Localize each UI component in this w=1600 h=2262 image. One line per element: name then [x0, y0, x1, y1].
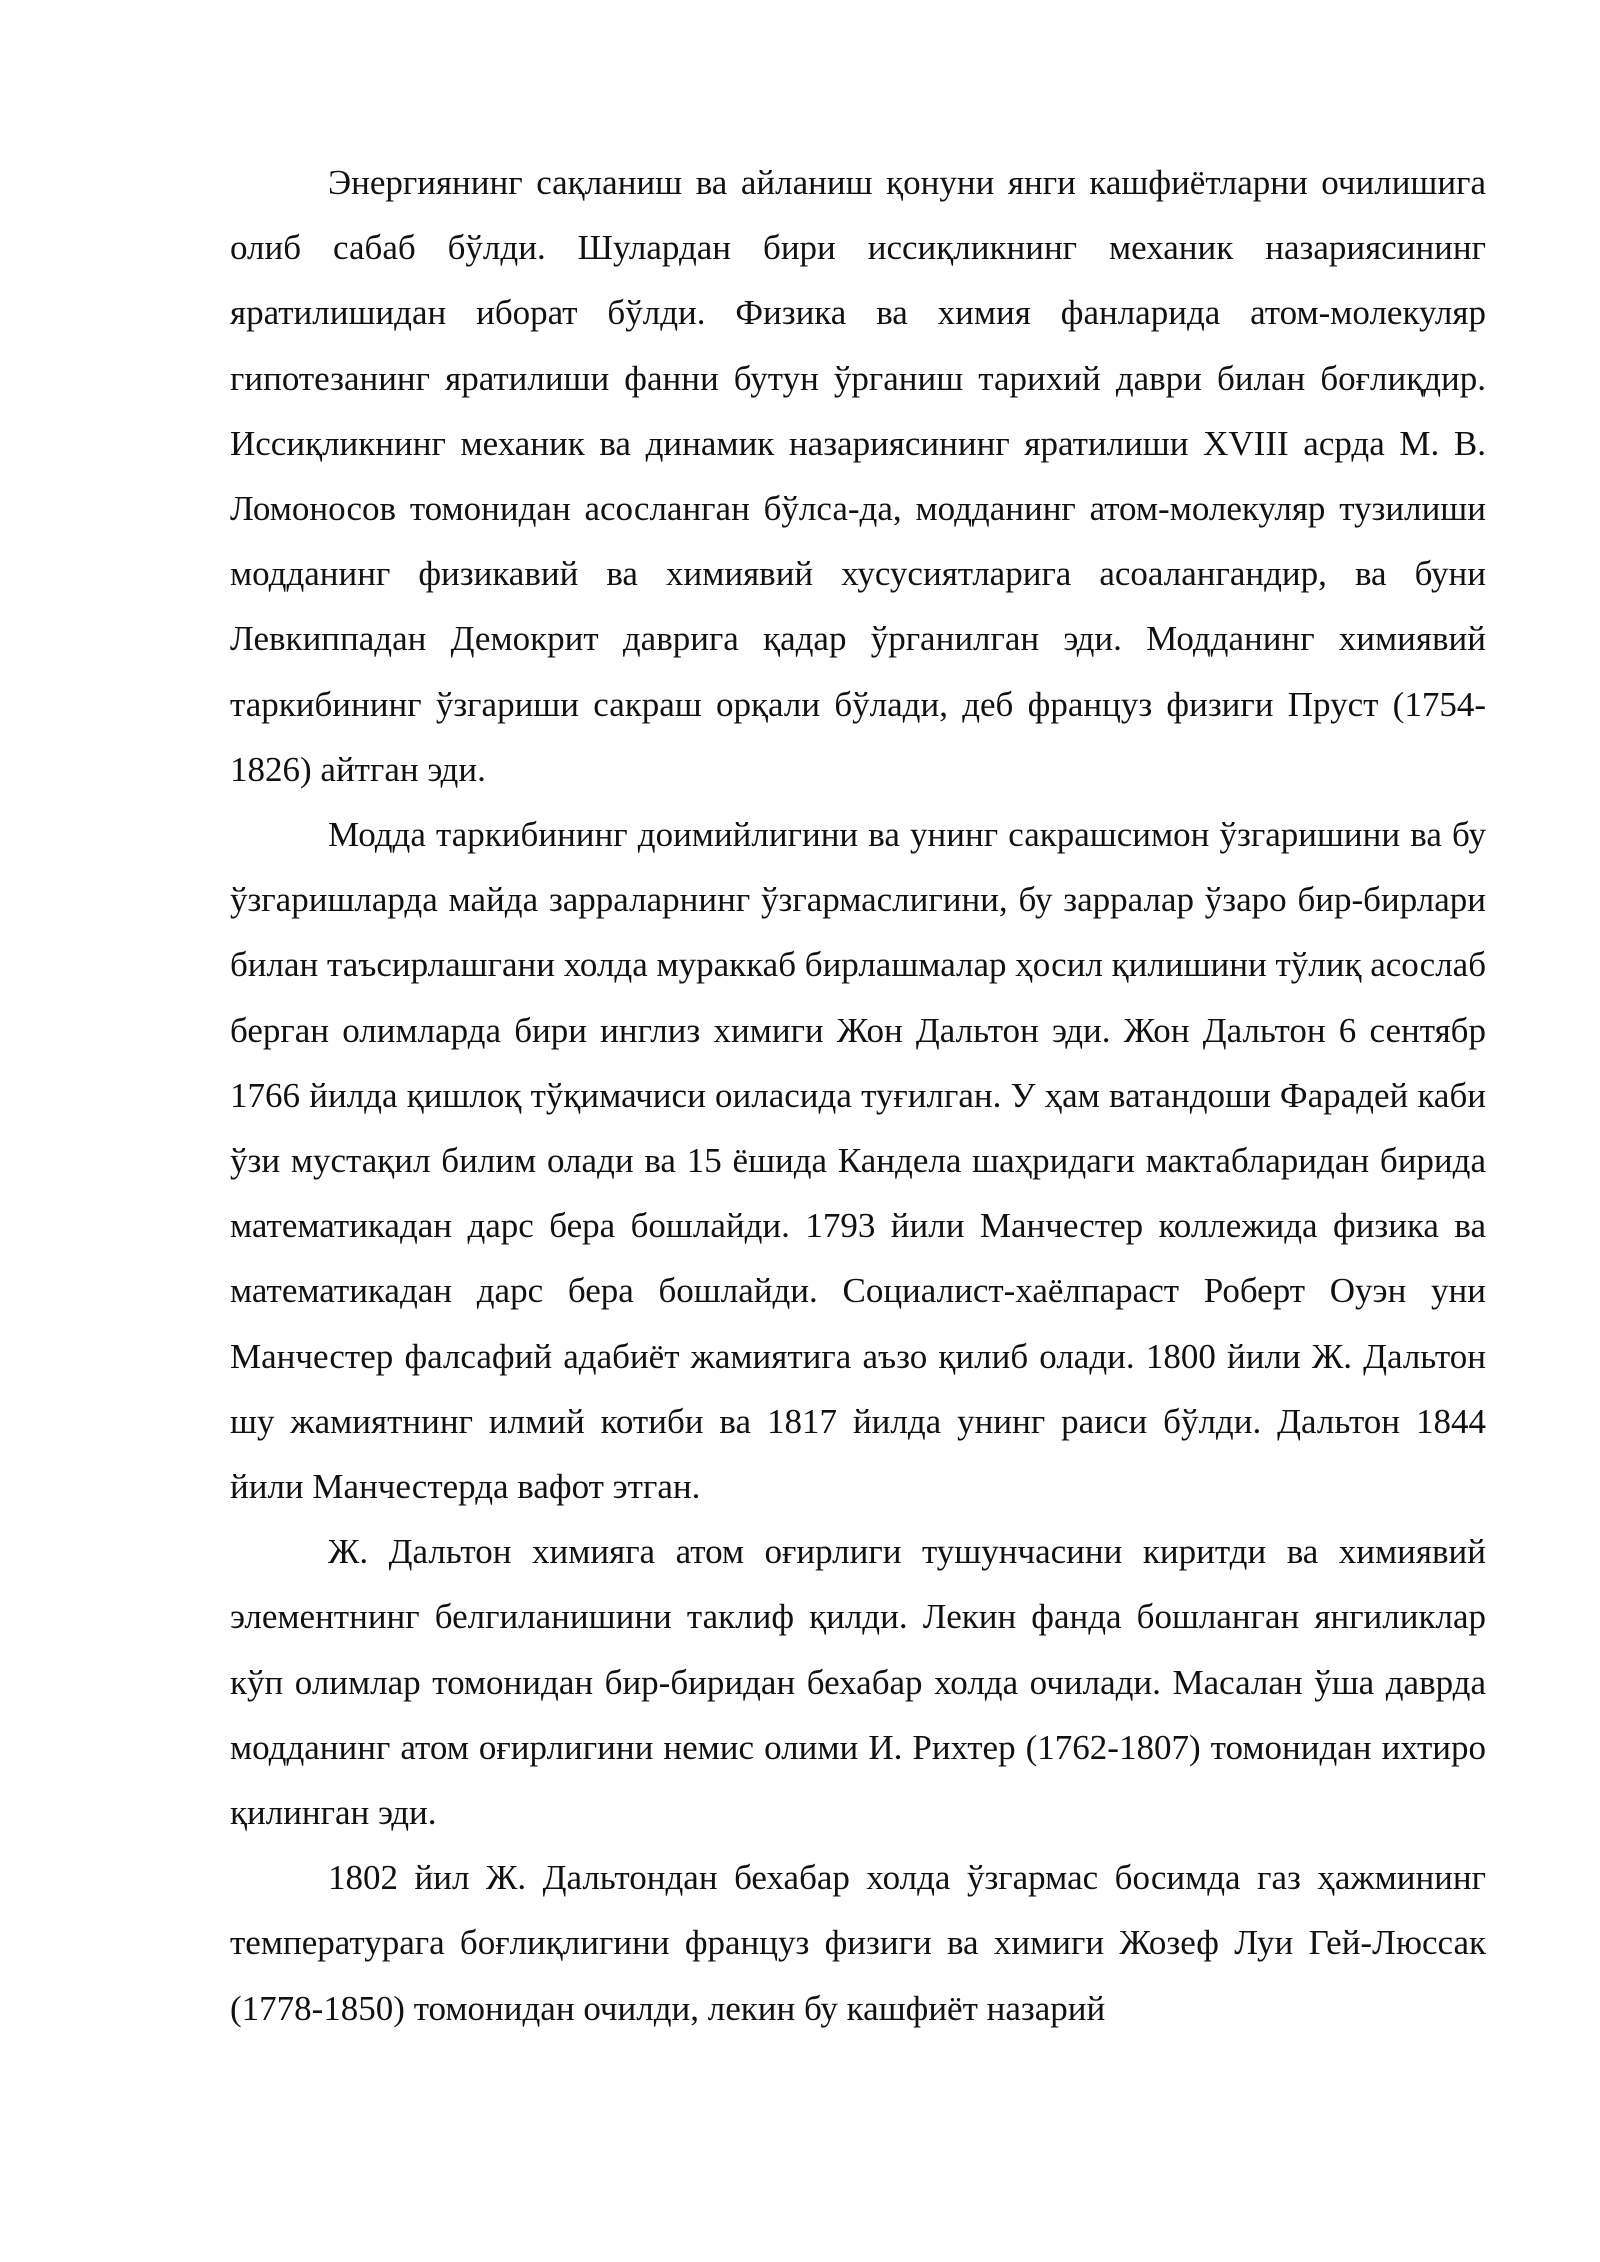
paragraph-2: Модда таркибининг доимийлигини ва унинг сакрашсимон ўзгаришини ва бу ўзгаришларда майда зарраларнинг ўзгармаслигини, бу зарралар ўзаро бир-бирлари билан таъсирлашгани холда мураккаб бирлашмалар ҳосил қилишини тўлиқ асослаб берган олимларда бири инглиз химиги Жон Дальтон эди. Жон Дальтон 6 сентябр 1766 йилда қишлоқ тўқимачиси оиласида туғилган. У ҳам ватандоши Фарадей каби ўзи мустақил билим олади ва 15 ёшида Кандела шаҳридаги мактабларидан бирида математикадан дарс бера бошлайди. 1793 йили Манчестер коллежида физика ва математикадан дарс бера бошлайди. Социалист-хаёлпараст Роберт Оуэн уни Манчестер фалсафий адабиёт жамиятига аъзо қилиб олади. 1800 йили Ж. Дальтон шу жамиятнинг илмий котиби ва 1817 йилда унинг раиси бўлди. Дальтон 1844 йили Манчестерда вафот этган.: [230, 815, 1486, 1507]
paragraph-1: Энергиянинг сақланиш ва айланиш қонуни янги кашфиётларни очилишига олиб сабаб бўлди. Шулардан бири иссиқликнинг механик назариясининг яратилишидан иборат бўлди. Физика ва химия фанларида атом-молекуляр гипотезанинг яратилиши фанни бутун ўрганиш тарихий даври билан боғлиқдир. Иссиқликнинг механик ва динамик назариясининг яратилиши XVIII асрда М. В. Ломоносов томонидан асосланган бўлса-да, модданинг атом-молекуляр тузилиши модданинг физикавий ва химиявий хусусиятларига асоалангандир, ва буни Левкиппадан Демокрит даврига қадар ўрганилган эди. Модданинг химиявий таркибининг ўзгариши сакраш орқали бўлади, деб француз физиги Пруст (1754-1826) айтган эди.: [230, 163, 1486, 789]
paragraph-3: Ж. Дальтон химияга атом оғирлиги тушунчасини киритди ва химиявий элементнинг белгиланишини таклиф қилди. Лекин фанда бошланган янгиликлар кўп олимлар томонидан бир-биридан бехабар холда очилади. Масалан ўша даврда модданинг атом оғирлигини немис олими И. Рихтер (1762-1807) томонидан ихтиро қилинган эди.: [230, 1532, 1486, 1833]
body-text: [230, 150, 1486, 2041]
paragraph-4: 1802 йил Ж. Дальтондан бехабар холда ўзгармас босимда газ ҳажмининг температурага боғлиқлигини француз физиги ва химиги Жозеф Луи Гей-Люссак (1778-1850) томонидан очилди, лекин бу кашфиёт назарий: [230, 1858, 1486, 2028]
